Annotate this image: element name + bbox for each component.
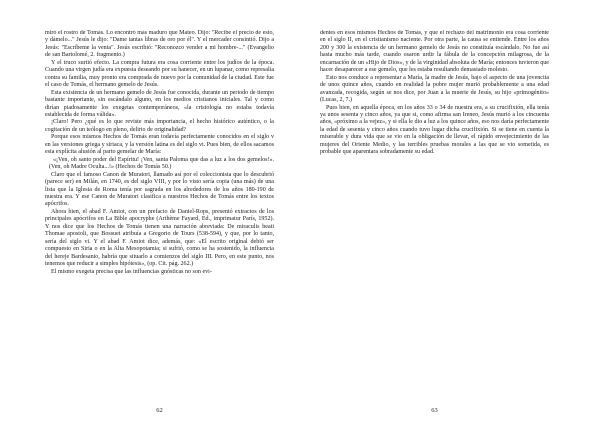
left-quote: «¡Ven, oh santo poder del Espíritu! ¡Ven, santa Paloma que das a luz a los dos gemelos!». (Ven, oh Madre Oculta...!» (Hechos de Tomás 50.) xyxy=(49,156,274,171)
left-paragraph: ¡Claro! Pero ¿qué es lo que reviste más importancia, el hecho histórico auténtico, o la cogitación de un teólogo en pleno, delirio de originalidad? xyxy=(45,119,274,133)
left-page-body xyxy=(45,30,274,394)
right-paragraph: Esto nos conduce a representar a María, la madre de Jesús, bajo el aspecto de una jovencita de unos quince años, cuando en realidad la pobre mujer murió probablemente a una edad avanzada, recogida, según se nos dice, por Juan a la muerte de Jesús, su hijo «primogénito» (Lucas, 2, 7.) xyxy=(320,74,549,104)
right-paragraph: Pues bien, en aquella época, en los años 33 o 34 de nuestra era, a su crucifixión, ella tenía ya unos sesenta y cinco años, ya que si, como afirma san Ireneo, Jesús murió a los cincuenta años, «próximo a la vejez», y si ella le dio a luz a los quince años, eso nos daría perfectamente la edad de sesenta y cinco años cuando tuvo lugar dicha crucifixión. Si se tiene en cuenta la miserable y dura vida que se vio en la obligación de llevar, el rápido envejecimiento de las mujeres del Oriente Medio, y las terribles pruebas morales a las que se vio sometida, es probable que aparentara sobradamente su edad. xyxy=(320,104,549,156)
left-paragraph: Ahora bien, el abad F. Amiot, con un prefacio de Daniel-Rops, presentó extractos de los principales apócrifos en La Bible apocryphe (Arthème Fayard, Ed., imprimatur París, 1952). Y nos dice que los Hechos de Tomás tienen una narración abreviada: De miraculis beati Thomae apostoli, que Bossuet atribuía a Gregorio de Tours (538-594), y que, por lo tanto, sería del siglo vi. Y el abad F. Amiot dice, además, que: «El escrito original debió ser compuesto en Siria o en la Alta Mesopotamia; si sufrió, como se ha sostenido, la influencia del hereje Bardesanio, habría que situarlo a comienzos del siglo III. Pero, en este punto, nos tenemos que reducir a simples hipótesis», (op. Cit. pág. 262.) xyxy=(45,208,274,268)
left-paragraph: Claro que el famoso Canon de Muratori, llamado así por el coleccionista que lo descubrió (parece ser) en Milán, en 1740, es del siglo VIII, y por lo visto sería copia (una más) de una lista que la Iglesia de Roma tenía por sagrada en los alrededores de los años 180-190 de nuestra era. Y ese Canon de Muratori clasifica a nuestros Hechos de Tomás entre los textos apócrifos. xyxy=(45,171,274,208)
left-paragraph: miró el rostro de Tomás. Lo encontró más maduro que Mateo. Dijo: "Recibe el precio de esto, y dámelo..." Jesús le dijo: "Dame tantas libras de oro por él". Y el mercader consintió. Dijo a Jesús: "Escríbeme la venta". Jesús escribió: "Reconozco vender a mi hombre-..." (Evangelio de san Bartolomé, 2. fragmento.) xyxy=(45,30,274,59)
right-page xyxy=(320,30,549,415)
right-paragraph: dentes en esos mismos Hechos de Tomás, y que el rechazo del matrimonio era cosa corriente en el siglo II, en el cristianismo naciente. Por otra parte, la causa se entiende. Entre los años 200 y 300 la existencia de un hermano gemelo de Jesús no constituía escándalo. No fue así hasta mucho más tarde, cuando osaron urdir la fábula de la concepción milagrosa, de la encarnación de un «Hijo de Dios», y de la virginidad absoluta de María; entonces tuvieron que hacer desaparecer a ese gemelo, que les estaba resultando demasiado molesto. xyxy=(320,30,549,74)
left-paragraph: Porque esos mismos Hechos de Tomás eran todavía perfectamente conocidos en el siglo v en las versiones griega y siriaca, y la versión latina es del siglo vi. Pues bien, de ellos sacamos esta explícita alusión al parto gemelar de María: xyxy=(45,134,274,156)
left-paragraph: El mismo exegeta precisa que las influencias gnósticas no son evi- xyxy=(51,268,212,275)
left-page xyxy=(45,30,274,415)
left-paragraph: Y el truco surtió efecto. La compra futura era cosa corriente entre los judíos de la época. Cuando una virgen judía era expuesta deseando por su hanecer, en un lupanar, como represalia contra su familia, muy pronto era comprada de nuevo por la comunidad de la ciudad. Este fue el caso de Tomás, el hermano gemelo de Jesús. xyxy=(45,59,274,89)
left-paragraph: Esta existencia de un hermano gemelo de Jesús fue conocida, durante un periodo de tiempo bastante importante, sin escándalo alguno, en los medios cristianos iniciales. Tal y como dirían piadosamente los exegetas contemporáneos, «la cristología no estaba todavía establecida de forma válida». xyxy=(45,89,274,118)
left-page-number: 62 xyxy=(156,407,163,414)
right-page-body xyxy=(320,30,549,394)
right-page-number: 63 xyxy=(431,407,438,414)
